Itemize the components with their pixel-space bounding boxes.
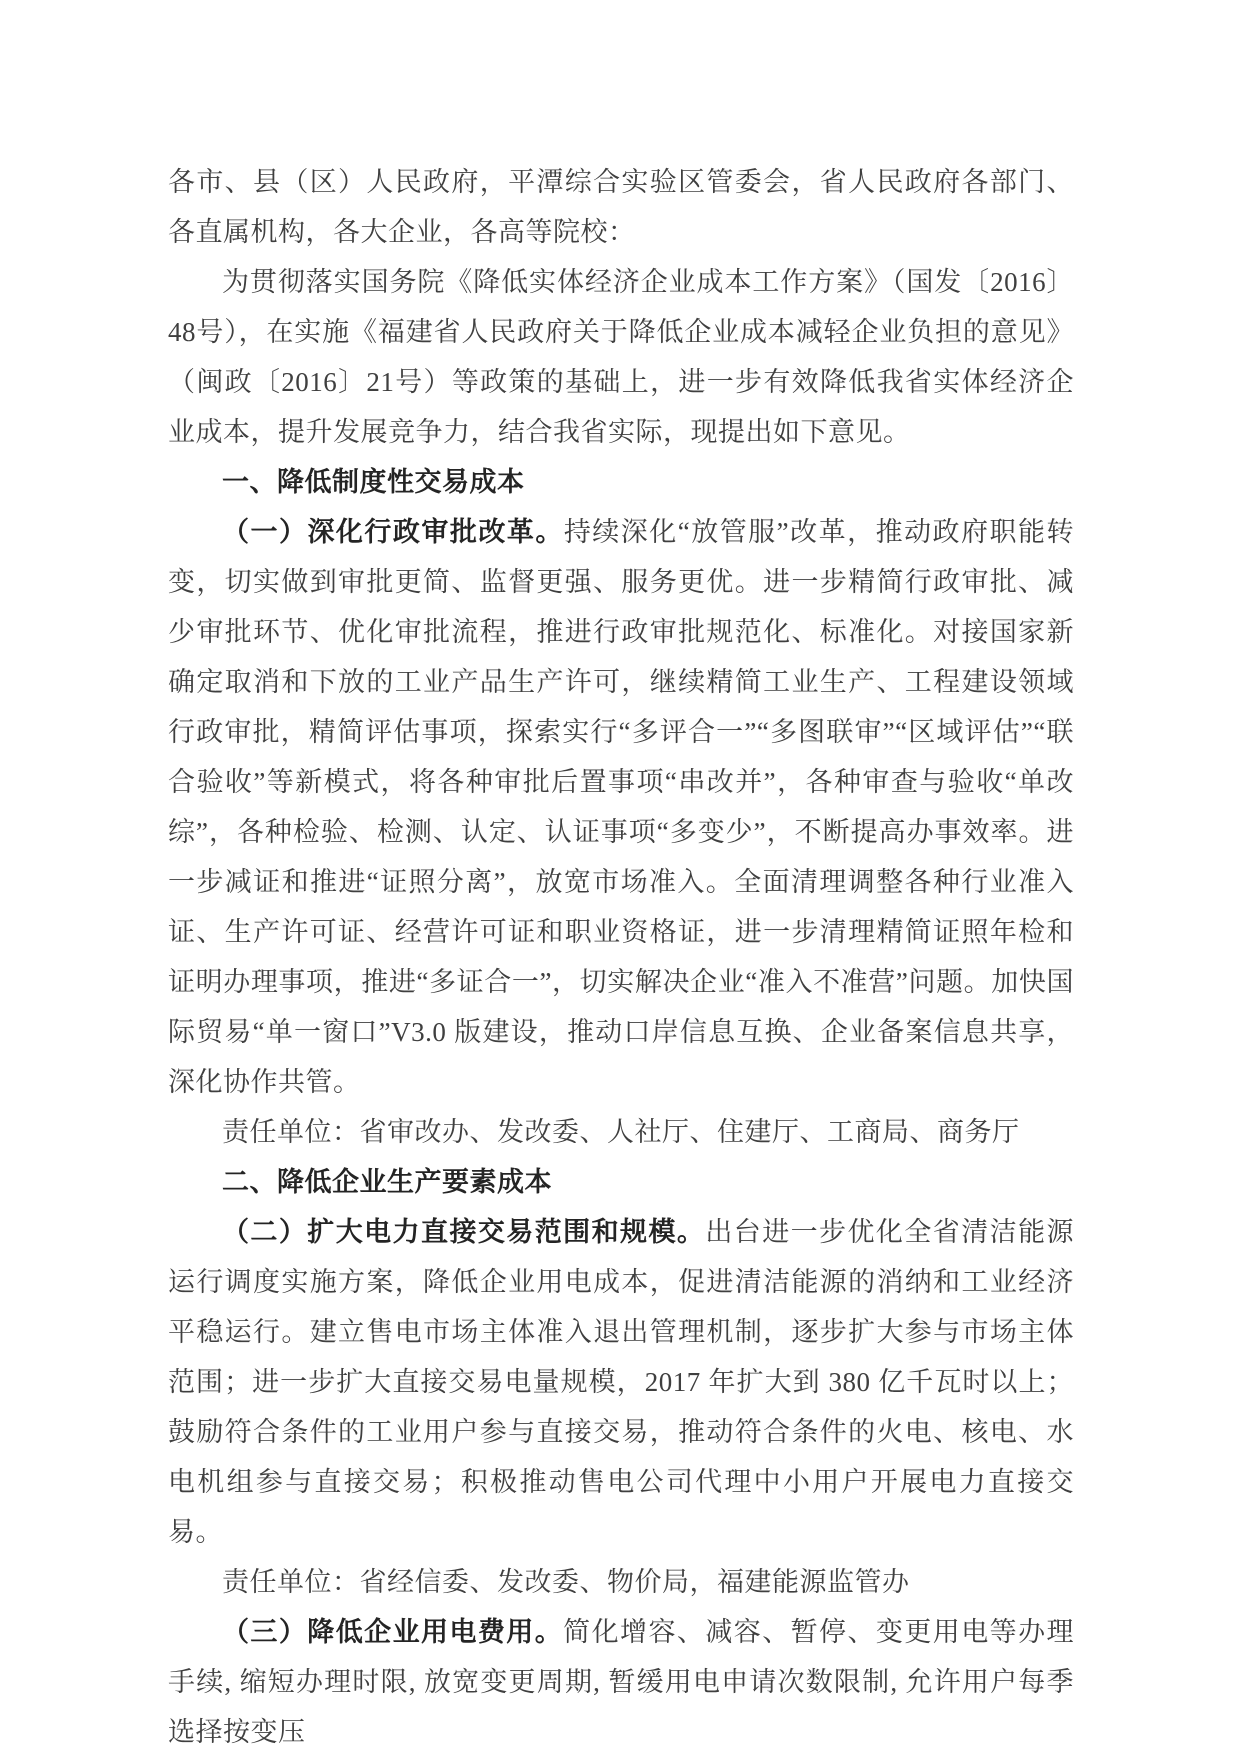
item-3-lead: （三）降低企业用电费用。 [222,1617,564,1647]
intro-paragraph: 为贯彻落实国务院《降低实体经济企业成本工作方案》（国发〔2016〕48号），在实施《福建省人民政府关于降低企业成本减轻企业负担的意见》（闽政〔2016〕21号）等政策的基础上，进一步有效降低我省实体经济企业成本，提升发展竞争力，结合我省实际，现提出如下意见。 [168,267,1074,447]
item-1-text: 持续深化“放管服”改革，推动政府职能转变，切实做到审批更简、监督更强、服务更优。进一步精简行政审批、减少审批环节、优化审批流程，推进行政审批规范化、标准化。对接国家新确定取消和下放的工业产品生产许可，继续精简工业生产、工程建设领域行政审批，精简评估事项，探索实行“多评合一”“多图联审”“区域评估”“联合验收”等新模式，将各种审批后置事项“串改并”，各种审查与验收“单改综”，各种检验、检测、认定、认证事项“多变少”，不断提高办事效率。进一步减证和推进“证照分离”，放宽市场准入。全面清理调整各种行业准入证、生产许可证、经营许可证和职业资格证，进一步清理精简证照年检和证明办理事项，推进“多证合一”，切实解决企业“准入不准营”问题。加快国际贸易“单一窗口”V3.0 版建设，推动口岸信息互换、企业备案信息共享，深化协作共管。 [168,517,1074,1097]
item-3-text: 简化增容、减容、暂停、变更用电等办理手续, 缩短办理时限, 放宽变更周期, 暂缓用电申请次数限制, 允许用户每季选择按变压 [168,1617,1074,1747]
responsibility-2-paragraph: 责任单位：省经信委、发改委、物价局，福建能源监管办 [222,1567,910,1597]
responsibility-1-paragraph: 责任单位：省审改办、发改委、人社厅、住建厅、工商局、商务厅 [222,1117,1020,1147]
section-2-heading: 二、降低企业生产要素成本 [222,1167,552,1197]
item-3-paragraph [168,1607,1074,1757]
item-2-lead: （二）扩大电力直接交易范围和规模。 [222,1217,706,1247]
item-2-text: 出台进一步优化全省清洁能源运行调度实施方案，降低企业用电成本，促进清洁能源的消纳和工业经济平稳运行。建立售电市场主体准入退出管理机制，逐步扩大参与市场主体范围；进一步扩大直接交易电量规模，2017 年扩大到 380 亿千瓦时以上；鼓励符合条件的工业用户参与直接交易，推动符合条件的火电、核电、水电机组参与直接交易；积极推动售电公司代理中小用户开展电力直接交易。 [168,1217,1074,1547]
item-2-paragraph [168,1207,1074,1557]
item-1-paragraph [168,507,1074,1107]
item-1-lead: （一）深化行政审批改革。 [222,517,564,547]
salutation-paragraph: 各市、县（区）人民政府，平潭综合实验区管委会，省人民政府各部门、各直属机构，各大企业，各高等院校： [168,167,1074,247]
section-1-heading: 一、降低制度性交易成本 [222,467,525,497]
document-body [168,157,1074,1757]
